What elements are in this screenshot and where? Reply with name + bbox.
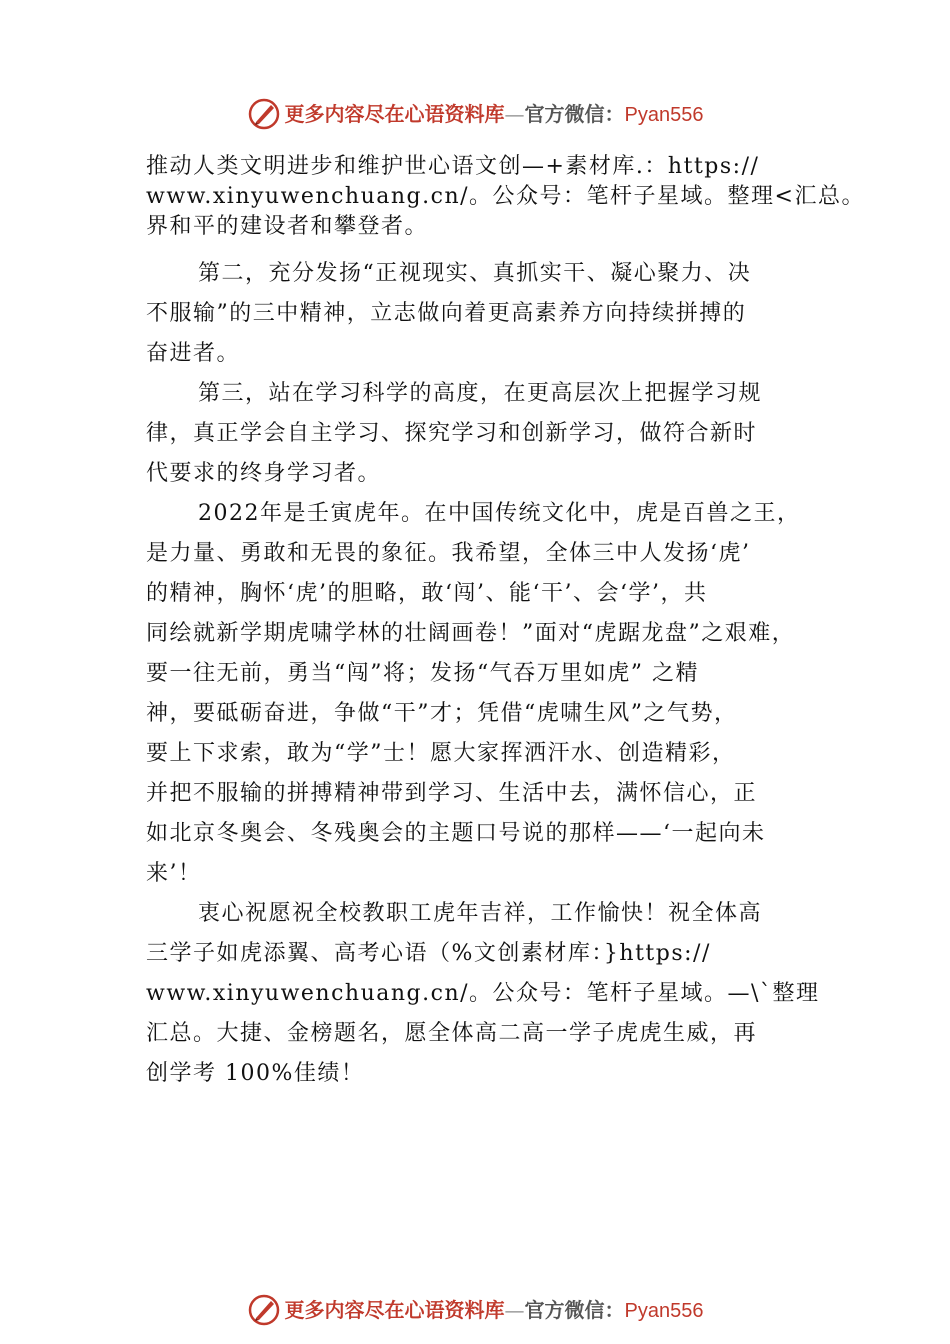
header-watermark-banner: [0, 96, 950, 132]
body-line: 如北京冬奥会、冬残奥会的主题口号说的那样——‘一起向未: [146, 821, 766, 846]
body-line: 律，真正学会自主学习、探究学习和创新学习，做符合新时: [146, 421, 758, 446]
body-line: 要一往无前，勇当“闯”将；发扬“气吞万里如虎” 之精: [146, 661, 699, 686]
banner-library-text: 更多内容尽在心语资料库: [284, 101, 505, 126]
body-line: 推动人类文明进步和维护世心语文创—+素材库.：https://: [146, 154, 760, 179]
body-line: 来’！: [146, 861, 202, 886]
document-body: [146, 152, 865, 1094]
banner-wechat-id: Pyan556: [624, 1299, 704, 1322]
body-line: 要上下求索，敢为“学”士！愿大家挥洒汗水、创造精彩，: [146, 741, 736, 766]
banner-dash: —: [504, 101, 525, 126]
body-line: www.xinyuwenchuang.cn/。公众号：笔杆子星域。—\`整理: [146, 981, 820, 1006]
paragraph-first-line: 第二，充分发扬“正视现实、真抓实干、凝心聚力、决: [198, 261, 752, 286]
body-line: 的精神，胸怀‘虎’的胆略，敢‘闯’、能‘干’、会‘学’，共: [146, 581, 708, 606]
body-line: 代要求的终身学习者。: [146, 461, 382, 486]
body-line: 并把不服输的拼搏精神带到学习、生活中去，满怀信心，正: [146, 781, 758, 806]
paragraph-first-line: 衷心祝愿祝全校教职工虎年吉祥，工作愉快！祝全体高: [198, 901, 763, 926]
banner-dash: —: [504, 1297, 525, 1322]
banner-library-text: 更多内容尽在心语资料库: [284, 1297, 505, 1322]
body-line: 界和平的建设者和攀登者。: [146, 214, 429, 239]
body-line: 创学考 100%佳绩！: [146, 1061, 365, 1086]
body-line: 是力量、勇敢和无畏的象征。我希望，全体三中人发扬‘虎’: [146, 541, 751, 566]
paragraph-first-line: 第三，站在学习科学的高度，在更高层次上把握学习规: [198, 381, 763, 406]
paragraph-first-line: 2022年是壬寅虎年。在中国传统文化中，虎是百兽之王，: [198, 501, 801, 526]
banner-wechat-label: 官方微信：: [524, 101, 625, 126]
body-line: 神，要砥砺奋进，争做“干”才；凭借“虎啸生风”之气势，: [146, 701, 738, 726]
footer-watermark-banner: [0, 1292, 950, 1328]
body-line: 三学子如虎添翼、高考心语（%文创素材库：}https://: [146, 941, 711, 966]
brush-logo-icon: [247, 97, 281, 131]
body-line: www.xinyuwenchuang.cn/。公众号：笔杆子星域。整理<汇总。: [146, 184, 865, 209]
body-line: 奋进者。: [146, 341, 241, 366]
body-line: 不服输”的三中精神，立志做向着更高素养方向持续拼搏的: [146, 301, 747, 326]
body-line: 汇总。大捷、金榜题名，愿全体高二高一学子虎虎生威，再: [146, 1021, 758, 1046]
banner-wechat-id: Pyan556: [624, 103, 704, 126]
banner-wechat-label: 官方微信：: [524, 1297, 625, 1322]
body-line: 同绘就新学期虎啸学林的壮阔画卷！”面对“虎踞龙盘”之艰难，: [146, 621, 796, 646]
brush-logo-icon: [247, 1293, 281, 1327]
